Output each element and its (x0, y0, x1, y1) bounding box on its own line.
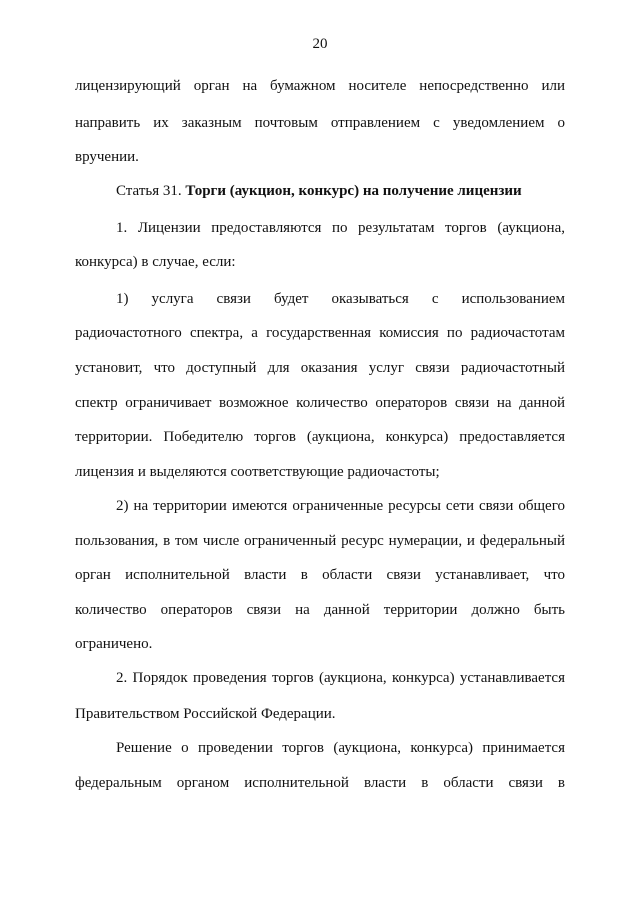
text-line: конкурса) в случае, если: (75, 254, 236, 270)
text-line: радиочастотного спектра, а государственная комиссия по радиочастотам (75, 325, 565, 341)
text-line: 2. Порядок проведения торгов (аукциона, конкурса) устанавливается (116, 670, 565, 686)
text-line: Правительством Российской Федерации. (75, 706, 336, 722)
text-line: 1. Лицензии предоставляются по результатам торгов (аукциона, (116, 220, 565, 236)
text-line: лицензирующий орган на бумажном носителе непосредственно или (75, 78, 565, 94)
text-line: лицензия и выделяются соответствующие радиочастоты; (75, 464, 440, 480)
text-line: 2) на территории имеются ограниченные ресурсы сети связи общего (116, 498, 565, 514)
text-line: установит, что доступный для оказания услуг связи радиочастотный (75, 360, 565, 376)
article-title: Торги (аукцион, конкурс) на получение лицензии (185, 183, 522, 199)
text-line: территории. Победителю торгов (аукциона, конкурса) предоставляется (75, 429, 565, 445)
text-line: спектр ограничивает возможное количество операторов связи на данной (75, 395, 565, 411)
text-line: орган исполнительной власти в области связи устанавливает, что (75, 567, 565, 583)
text-line: федеральным органом исполнительной власти в области связи в (75, 775, 565, 791)
text-line: 1) услуга связи будет оказываться с использованием (116, 291, 565, 307)
text-line: пользования, в том числе ограниченный ресурс нумерации, и федеральный (75, 533, 565, 549)
text-line: ограничено. (75, 636, 153, 652)
article-heading (116, 182, 565, 200)
text-line: количество операторов связи на данной территории должно быть (75, 602, 565, 618)
page-number: 20 (312, 36, 328, 52)
article-number: Статья 31. (116, 183, 186, 199)
text-line: направить их заказным почтовым отправлением с уведомлением о (75, 115, 565, 131)
text-line: Решение о проведении торгов (аукциона, конкурса) принимается (116, 740, 565, 756)
text-line: вручении. (75, 149, 139, 165)
